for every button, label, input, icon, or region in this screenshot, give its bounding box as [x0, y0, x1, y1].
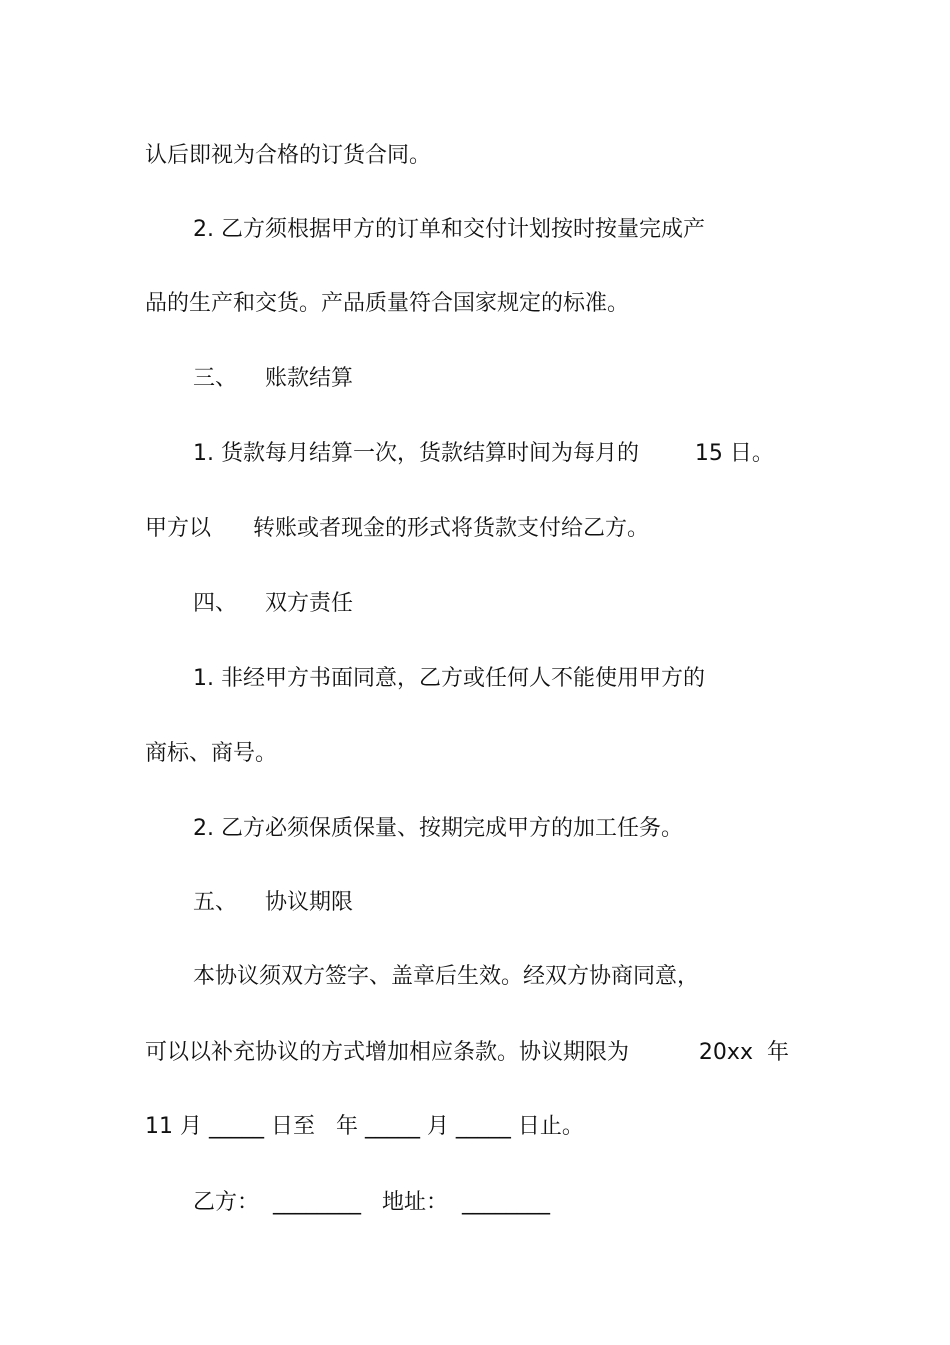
paragraph-line: 可以以补充协议的方式增加相应条款。协议期限为 20xx 年 — [145, 1040, 789, 1065]
section-heading-5: 五、 协议期限 — [193, 890, 353, 915]
section-heading-3: 三、 账款结算 — [193, 366, 353, 391]
clause-2-line: 2. 乙方须根据甲方的订单和交付计划按时按量完成产 — [193, 217, 705, 242]
paragraph-line: 商标、商号。 — [145, 741, 278, 766]
paragraph-line: 品的生产和交货。产品质量符合国家规定的标准。 — [145, 291, 630, 316]
clause-1-line: 1. 货款每月结算一次，货款结算时间为每月的 15 日。 — [193, 441, 774, 466]
paragraph-line: 本协议须双方签字、盖章后生效。经双方协商同意， — [193, 964, 700, 989]
date-blank-line: 11 月 _____ 日至 年 _____ 月 _____ 日止。 — [145, 1114, 584, 1139]
signature-line: 乙方： ________ 地址： ________ — [193, 1190, 550, 1215]
clause-1-line: 1. 非经甲方书面同意，乙方或任何人不能使用甲方的 — [193, 666, 705, 691]
paragraph-line: 甲方以 转账或者现金的形式将货款支付给乙方。 — [145, 516, 649, 541]
paragraph-line: 认后即视为合格的订货合同。 — [145, 143, 432, 168]
section-heading-4: 四、 双方责任 — [193, 591, 353, 616]
clause-2-line: 2. 乙方必须保质保量、按期完成甲方的加工任务。 — [193, 816, 683, 841]
